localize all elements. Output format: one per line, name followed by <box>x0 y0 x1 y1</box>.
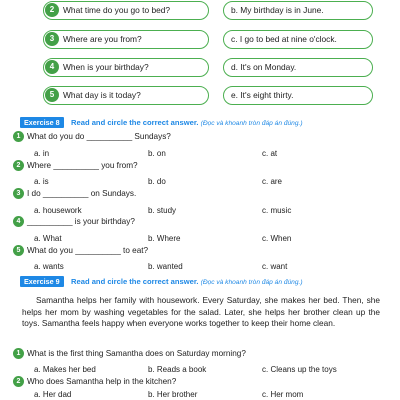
match-answer-b <box>223 1 373 20</box>
question-text: What is the first thing Samantha does on Saturday morning? <box>27 349 246 358</box>
ex8-q1-option-b[interactable]: b. on <box>148 149 166 158</box>
ex8-q3-option-a[interactable]: a. housework <box>34 206 82 215</box>
match-question-text: What time do you go to bed? <box>63 5 171 15</box>
ex8-q2-option-c[interactable]: c. are <box>262 177 283 186</box>
match-question-4 <box>43 58 209 77</box>
ex8-question-5 <box>13 244 148 257</box>
question-text: I do __________ on Sundays. <box>27 189 137 198</box>
ex8-q4-option-a[interactable]: a. What <box>34 234 62 243</box>
ex9-q2-option-b[interactable]: b. Her brother <box>148 390 198 399</box>
ex8-q5-option-a[interactable]: a. wants <box>34 262 64 271</box>
ex8-q5-option-c[interactable]: c. want <box>262 262 288 271</box>
match-answer-c <box>223 30 373 49</box>
ex8-q5-option-b[interactable]: b. wanted <box>148 262 183 271</box>
match-answer-text: d. It's on Monday. <box>231 62 297 72</box>
exercise-instruction <box>71 117 303 129</box>
match-answer-text: e. It's eight thirty. <box>231 90 294 100</box>
question-number: 1 <box>13 348 24 359</box>
ex9-q1-option-b[interactable]: b. Reads a book <box>148 365 207 374</box>
question-text: What do you do __________ Sundays? <box>27 132 171 141</box>
number-badge: 3 <box>45 32 59 46</box>
match-question-text: When is your birthday? <box>63 62 149 72</box>
ex9-question-1 <box>13 347 246 360</box>
question-text: Who does Samantha help in the kitchen? <box>27 377 177 386</box>
match-answer-e <box>223 86 373 105</box>
exercise-badge: Exercise 8 <box>20 117 64 128</box>
ex8-q2-option-a[interactable]: a. is <box>34 177 49 186</box>
exercise-9-header <box>20 276 303 288</box>
exercise-instruction <box>71 276 303 288</box>
ex8-q3-option-b[interactable]: b. study <box>148 206 177 215</box>
question-text: Where __________ you from? <box>27 161 138 170</box>
ex9-q1-option-a[interactable]: a. Makes her bed <box>34 365 96 374</box>
match-answer-d <box>223 58 373 77</box>
ex8-q1-option-c[interactable]: c. at <box>262 149 278 158</box>
match-answer-text: b. My birthday is in June. <box>231 5 324 15</box>
ex9-q1-option-c[interactable]: c. Cleans up the toys <box>262 365 337 374</box>
question-number: 4 <box>13 216 24 227</box>
match-question-text: What day is it today? <box>63 90 141 100</box>
ex8-question-3 <box>13 187 136 200</box>
match-question-text: Where are you from? <box>63 34 142 44</box>
ex8-q4-option-b[interactable]: b. Where <box>148 234 181 243</box>
match-question-2 <box>43 1 209 20</box>
ex8-q3-option-c[interactable]: c. music <box>262 206 292 215</box>
instruction-text: Read and circle the correct answer. <box>71 277 199 286</box>
ex8-q2-option-b[interactable]: b. do <box>148 177 166 186</box>
ex8-q1-option-a[interactable]: a. in <box>34 149 50 158</box>
number-badge: 4 <box>45 60 59 74</box>
reading-passage: Samantha helps her family with housework. Every Saturday, she makes her bed. Then, she helps her mom by washing vegetables for the salad. Later, she helps her brother clean up the toys. Samantha feels happy when everyone works together to keep their home clean. <box>22 295 380 329</box>
ex8-question-4 <box>13 215 135 228</box>
question-text: __________ is your birthday? <box>27 217 135 226</box>
ex9-q2-option-a[interactable]: a. Her dad <box>34 390 72 399</box>
number-badge: 5 <box>45 88 59 102</box>
instruction-translation: (Đọc và khoanh tròn đáp án đúng.) <box>200 279 303 286</box>
ex9-q2-option-c[interactable]: c. Her mom <box>262 390 304 399</box>
ex8-q4-option-c[interactable]: c. When <box>262 234 292 243</box>
match-question-3 <box>43 30 209 49</box>
question-number: 3 <box>13 188 24 199</box>
question-number: 1 <box>13 131 24 142</box>
question-text: What do you __________ to eat? <box>27 246 149 255</box>
match-answer-text: c. I go to bed at nine o'clock. <box>231 34 337 44</box>
ex8-question-1 <box>13 130 171 143</box>
exercise-8-header <box>20 117 303 129</box>
question-number: 5 <box>13 245 24 256</box>
ex9-question-2 <box>13 375 176 388</box>
match-question-5 <box>43 86 209 105</box>
question-number: 2 <box>13 376 24 387</box>
ex8-question-2 <box>13 159 138 172</box>
instruction-text: Read and circle the correct answer. <box>71 118 199 127</box>
question-number: 2 <box>13 160 24 171</box>
instruction-translation: (Đọc và khoanh tròn đáp án đúng.) <box>200 120 303 127</box>
exercise-badge: Exercise 9 <box>20 276 64 287</box>
number-badge: 2 <box>45 3 59 17</box>
